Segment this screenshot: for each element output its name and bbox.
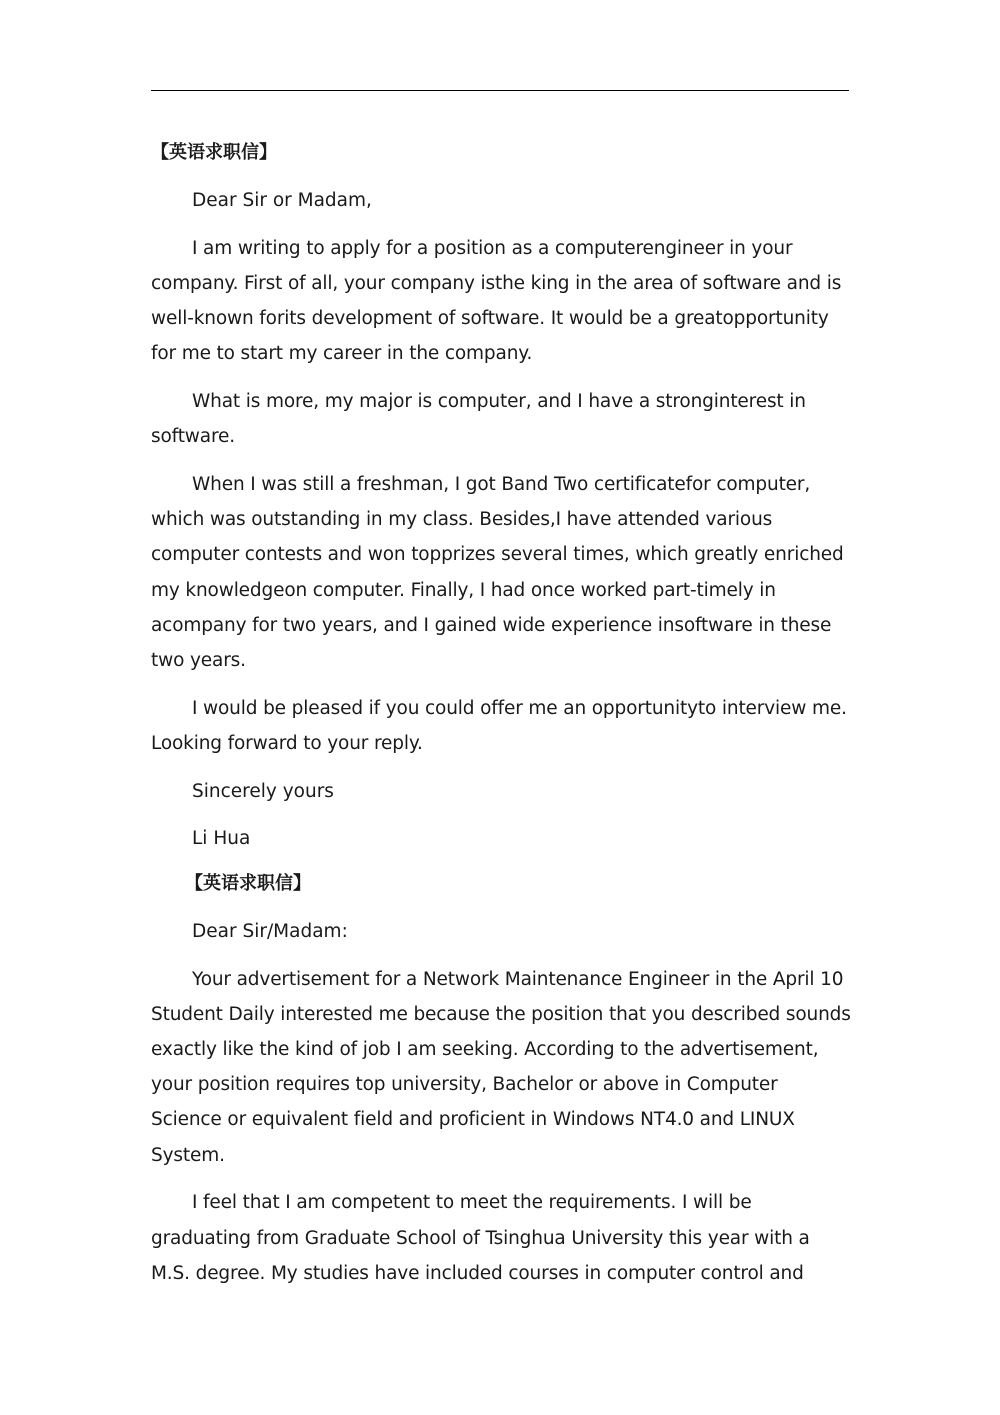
- document-body: [151, 138, 851, 1303]
- letter1-paragraph-4: I would be pleased if you could offer me an opportunityto interview me. Looking forward to your reply.: [151, 697, 847, 754]
- letter1-paragraph-1: I am writing to apply for a position as a computerengineer in your company. First of all, your company isthe king in the area of software and is well-known forits development of software. It would be a greatopportunity for me to start my career in the company.: [151, 237, 842, 365]
- letter1-heading: 【英语求职信】: [151, 142, 277, 163]
- letter2-paragraph-1: Your advertisement for a Network Maintenance Engineer in the April 10 Student Daily interested me because the position that you described sounds exactly like the kind of job I am seeking. According to the advertisement, your position requires top university, Bachelor or above in Computer Science or equivalent field and proficient in Windows NT4.0 and LINUX System.: [151, 968, 851, 1166]
- letter2-heading: 【英语求职信】: [185, 872, 311, 894]
- letter2-salutation: Dear Sir/Madam:: [192, 920, 348, 942]
- header-rule: [151, 90, 849, 91]
- letter1-paragraph-2: What is more, my major is computer, and I have a stronginterest in software.: [151, 391, 806, 448]
- letter2-paragraph-2: I feel that I am competent to meet the requirements. I will be graduating from Graduate School of Tsinghua University this year with a M.S. degree. My studies have included courses in computer control and: [151, 1192, 810, 1284]
- letter1-salutation: Dear Sir or Madam,: [192, 190, 372, 211]
- letter1-signature: Li Hua: [192, 828, 251, 850]
- letter1-closing: Sincerely yours: [192, 780, 334, 802]
- letter1-paragraph-3: When I was still a freshman, I got Band Two certificatefor computer, which was outstanding in my class. Besides,I have attended various computer contests and won topprizes several times, which greatly enriched my knowledgeon computer. Finally, I had once worked part-timely in acompany for two years, and I gained wide experience insoftware in these two years.: [151, 473, 844, 671]
